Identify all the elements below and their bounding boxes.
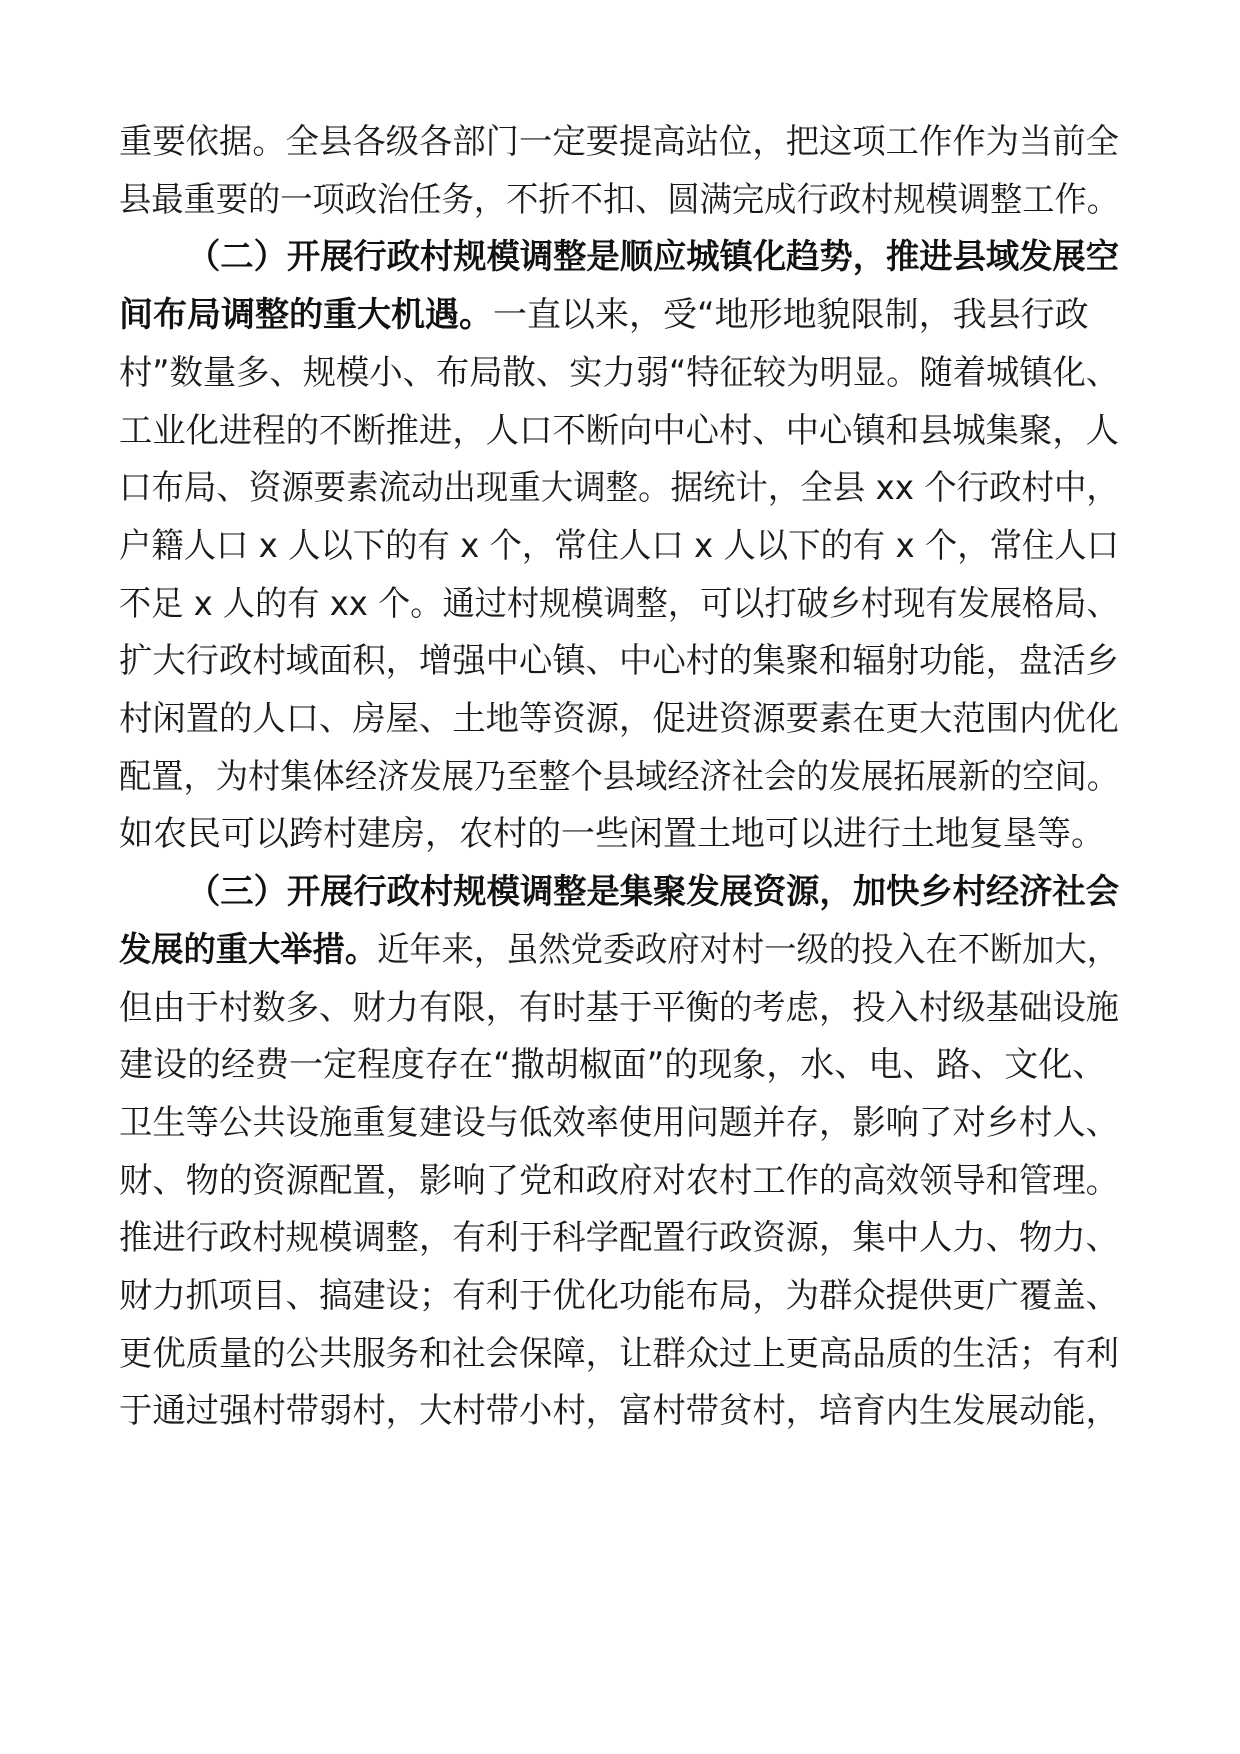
body-text: 县最重要的一项政治任务，不折不扣、圆满完成行政村规模调整工作。 bbox=[119, 179, 1120, 220]
paragraph-line bbox=[119, 180, 1119, 220]
body-text: 工业化进程的不断推进，人口不断向中心村、中心镇和县城集聚，人 bbox=[119, 410, 1120, 451]
body-text: 于通过强村带弱村，大村带小村，富村带贫村，培育内生发展动能， bbox=[119, 1391, 1120, 1432]
paragraph-line bbox=[119, 1276, 1119, 1316]
paragraph-line bbox=[119, 1161, 1119, 1201]
body-text: 重要依据。全县各级各部门一定要提高站位，把这项工作作为当前全 bbox=[119, 122, 1120, 162]
body-text: 推进行政村规模调整，有利于科学配置行政资源，集中人力、物力、 bbox=[119, 1218, 1120, 1259]
body-text: 户籍人口 x 人以下的有 x 个，常住人口 x 人以下的有 x 个，常住人口 bbox=[119, 525, 1119, 566]
paragraph-line bbox=[119, 584, 1119, 624]
body-text: 更优质量的公共服务和社会保障，让群众过上更高品质的生活；有利 bbox=[119, 1333, 1120, 1374]
section-heading-line bbox=[187, 872, 1119, 912]
body-text: 一直以来，受“地形地貌限制，我县行政 bbox=[493, 295, 1089, 336]
body-text: 近年来，虽然党委政府对村一级的投入在不断加大， bbox=[377, 929, 1120, 970]
bold-heading-text: （三）开展行政村规模调整是集聚发展资源，加快乡村经济社会 bbox=[187, 872, 1120, 913]
paragraph-line bbox=[119, 814, 1105, 854]
body-text: 财力抓项目、搞建设；有利于优化功能布局，为群众提供更广覆盖、 bbox=[119, 1276, 1120, 1316]
body-text: 口布局、资源要素流动出现重大调整。据统计，全县 xx 个行政村中， bbox=[119, 468, 1119, 509]
body-text: 建设的经费一定程度存在“撒胡椒面”的现象，水、电、路、文化、 bbox=[119, 1045, 1107, 1086]
paragraph-line bbox=[119, 930, 1119, 970]
section-heading-line bbox=[187, 237, 1119, 277]
body-text: 村”数量多、规模小、布局散、实力弱“特征较为明显。随着城镇化、 bbox=[119, 352, 1120, 393]
paragraph-line bbox=[119, 1334, 1119, 1374]
paragraph-line bbox=[119, 1391, 1119, 1431]
body-text: 财、物的资源配置，影响了党和政府对农村工作的高效领导和管理。 bbox=[119, 1160, 1120, 1201]
bold-heading-text: 发展的重大举措。 bbox=[119, 929, 378, 970]
bold-heading-text: 间布局调整的重大机遇。 bbox=[119, 295, 493, 336]
paragraph-line bbox=[119, 1045, 1106, 1085]
paragraph-line bbox=[119, 988, 1119, 1028]
body-text: 但由于村数多、财力有限，有时基于平衡的考虑，投入村级基础设施 bbox=[119, 987, 1120, 1028]
paragraph-line bbox=[119, 411, 1119, 451]
bold-heading-text: （二）开展行政村规模调整是顺应城镇化趋势，推进县域发展空 bbox=[187, 237, 1120, 278]
paragraph-line bbox=[119, 526, 1119, 566]
paragraph-line bbox=[119, 1103, 1119, 1143]
body-text: 村闲置的人口、房屋、土地等资源，促进资源要素在更大范围内优化 bbox=[119, 699, 1120, 739]
paragraph-line bbox=[119, 699, 1119, 739]
paragraph-line bbox=[119, 468, 1119, 508]
paragraph-line bbox=[119, 295, 1089, 335]
paragraph-line bbox=[119, 757, 1119, 797]
body-text: 扩大行政村域面积，增强中心镇、中心村的集聚和辐射功能，盘活乡 bbox=[119, 641, 1120, 682]
body-text: 不足 x 人的有 xx 个。通过村规模调整，可以打破乡村现有发展格局、 bbox=[119, 583, 1119, 624]
body-text: 如农民可以跨村建房，农村的一些闲置土地可以进行土地复垦等。 bbox=[119, 814, 1105, 855]
paragraph-line bbox=[119, 353, 1119, 393]
paragraph-line bbox=[119, 1218, 1119, 1258]
paragraph-line bbox=[119, 122, 1119, 162]
body-text: 配置，为村集体经济发展乃至整个县域经济社会的发展拓展新的空间。 bbox=[119, 756, 1120, 797]
body-text: 卫生等公共设施重复建设与低效率使用问题并存，影响了对乡村人、 bbox=[119, 1102, 1120, 1143]
paragraph-line bbox=[119, 641, 1119, 681]
